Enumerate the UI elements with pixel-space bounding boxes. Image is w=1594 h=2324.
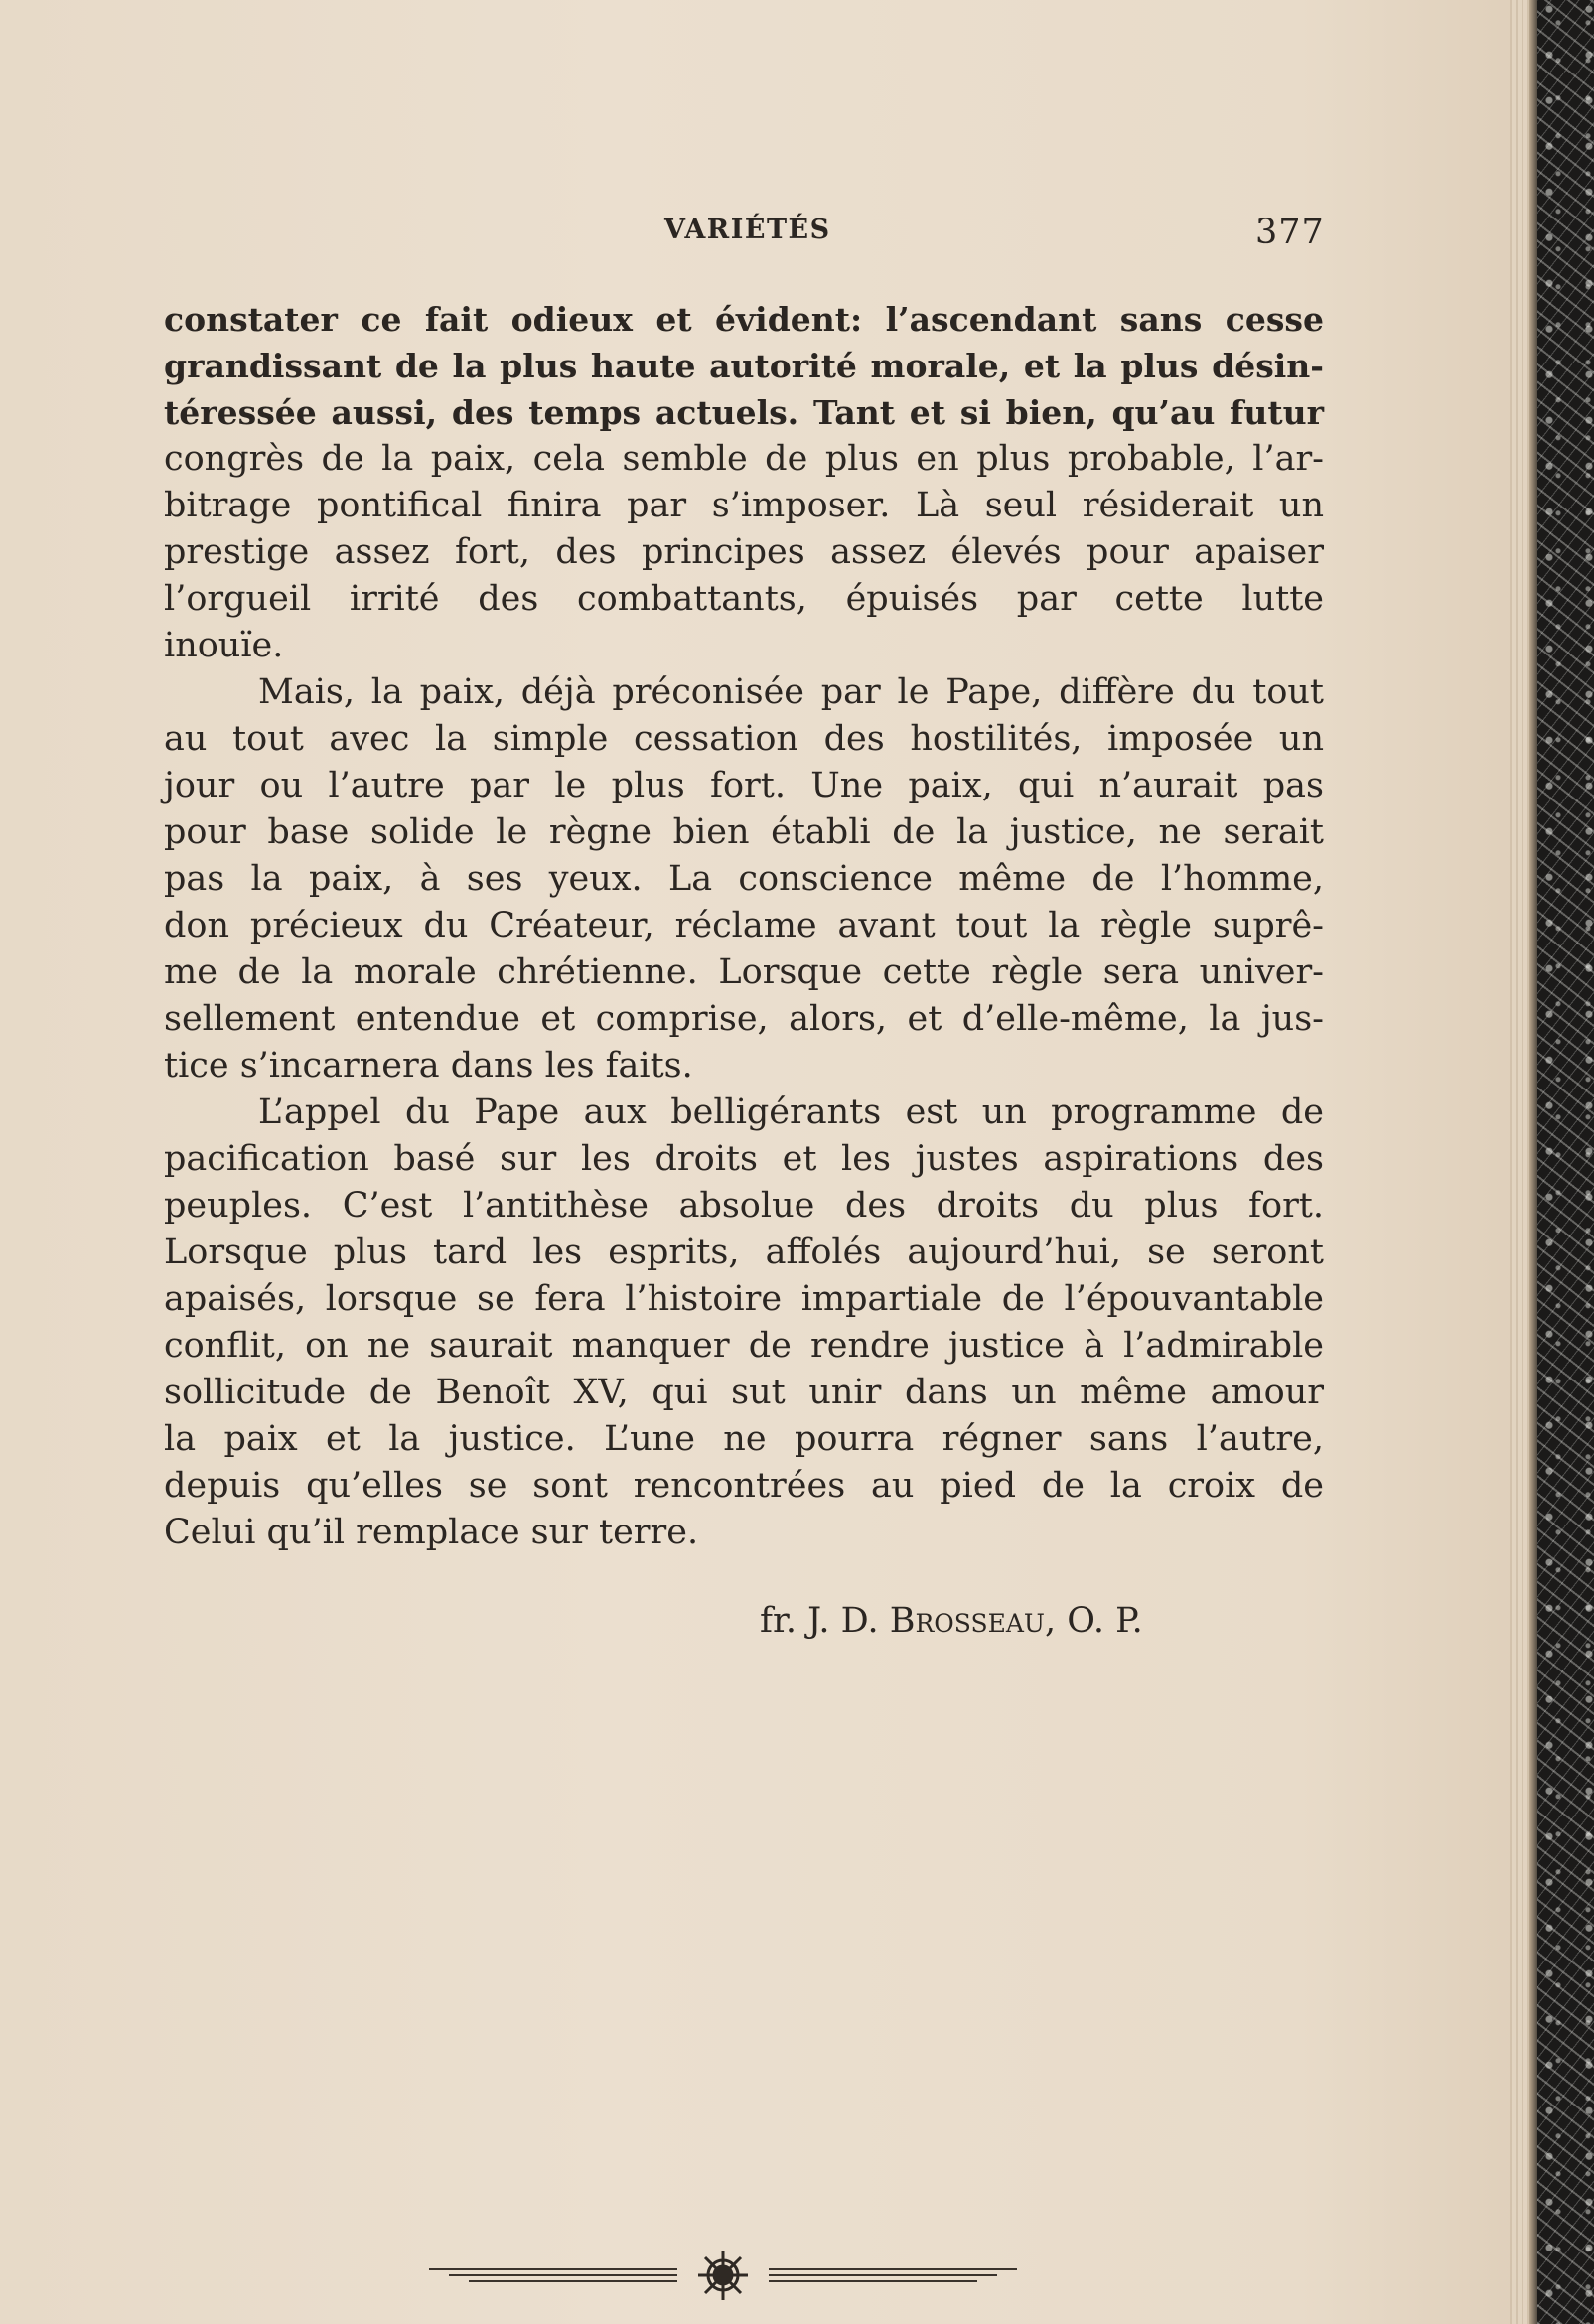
text-line: grandissant de la plus haute autorité morale, et la plus désin- <box>164 347 1324 385</box>
text-line: l’orgueil irrité des combattants, épuisés par cette lutte <box>164 579 1324 619</box>
text-line: peuples. C’est l’antithèse absolue des droits du plus fort. <box>164 1186 1324 1226</box>
page-edge-lines <box>1510 0 1531 2324</box>
text-line: sellement entendue et comprise, alors, et d’elle-même, la jus- <box>164 999 1324 1039</box>
section-end-ornament <box>425 2245 1021 2314</box>
text-line: conflit, on ne saurait manquer de rendre justice à l’admirable <box>164 1326 1324 1366</box>
text-line: inouïe. <box>164 626 284 665</box>
text-line: L’appel du Pape aux belligérants est un programme de <box>258 1092 1324 1132</box>
text-line: apaisés, lorsque se fera l’histoire impartiale de l’épouvantable <box>164 1279 1324 1319</box>
running-title: VARIÉTÉS <box>664 215 831 245</box>
text-line: Mais, la paix, déjà préconisée par le Pape, diffère du tout <box>258 672 1324 712</box>
text-line: Lorsque plus tard les esprits, affolés aujourd’hui, se seront <box>164 1233 1324 1272</box>
text-line: sollicitude de Benoît XV, qui sut unir dans un même amour <box>164 1373 1324 1412</box>
text-line: pour base solide le règne bien établi de la justice, ne serait <box>164 812 1324 852</box>
text-line: la paix et la justice. L’une ne pourra régner sans l’autre, <box>164 1419 1324 1459</box>
marbled-edge <box>1537 0 1594 2324</box>
star-ornament-icon <box>698 2251 748 2300</box>
text-line: tice s’incarnera dans les faits. <box>164 1046 693 1086</box>
signature-name: Brosseau <box>889 1601 1045 1641</box>
author-signature <box>760 1601 1143 1641</box>
text-line: pacification basé sur les droits et les justes aspirations des <box>164 1139 1324 1179</box>
text-line: pas la paix, à ses yeux. La conscience même de l’homme, <box>164 859 1324 899</box>
text-line: téressée aussi, des temps actuels. Tant et si bien, qu’au futur <box>164 393 1324 432</box>
text-line: constater ce fait odieux et évident: l’ascendant sans cesse <box>164 300 1324 339</box>
text-line: bitrage pontifical finira par s’imposer. Là seul résiderait un <box>164 486 1324 525</box>
text-line: depuis qu’elles se sont rencontrées au pied de la croix de <box>164 1466 1324 1506</box>
text-line: me de la morale chrétienne. Lorsque cette règle sera univer- <box>164 952 1324 992</box>
signature-suffix: , O. P. <box>1044 1601 1143 1641</box>
text-line: prestige assez fort, des principes assez élevés pour apaiser <box>164 532 1324 572</box>
text-line: congrès de la paix, cela semble de plus en plus probable, l’ar- <box>164 439 1324 479</box>
text-line: au tout avec la simple cessation des hostilités, imposée un <box>164 719 1324 759</box>
signature-prefix: fr. J. D. <box>760 1601 890 1641</box>
page-number: 377 <box>1255 213 1325 252</box>
text-line: jour ou l’autre par le plus fort. Une paix, qui n’aurait pas <box>164 766 1324 805</box>
text-line: don précieux du Créateur, réclame avant tout la règle suprê- <box>164 906 1324 945</box>
text-line: Celui qu’il remplace sur terre. <box>164 1513 699 1552</box>
article-body <box>164 296 1324 1556</box>
